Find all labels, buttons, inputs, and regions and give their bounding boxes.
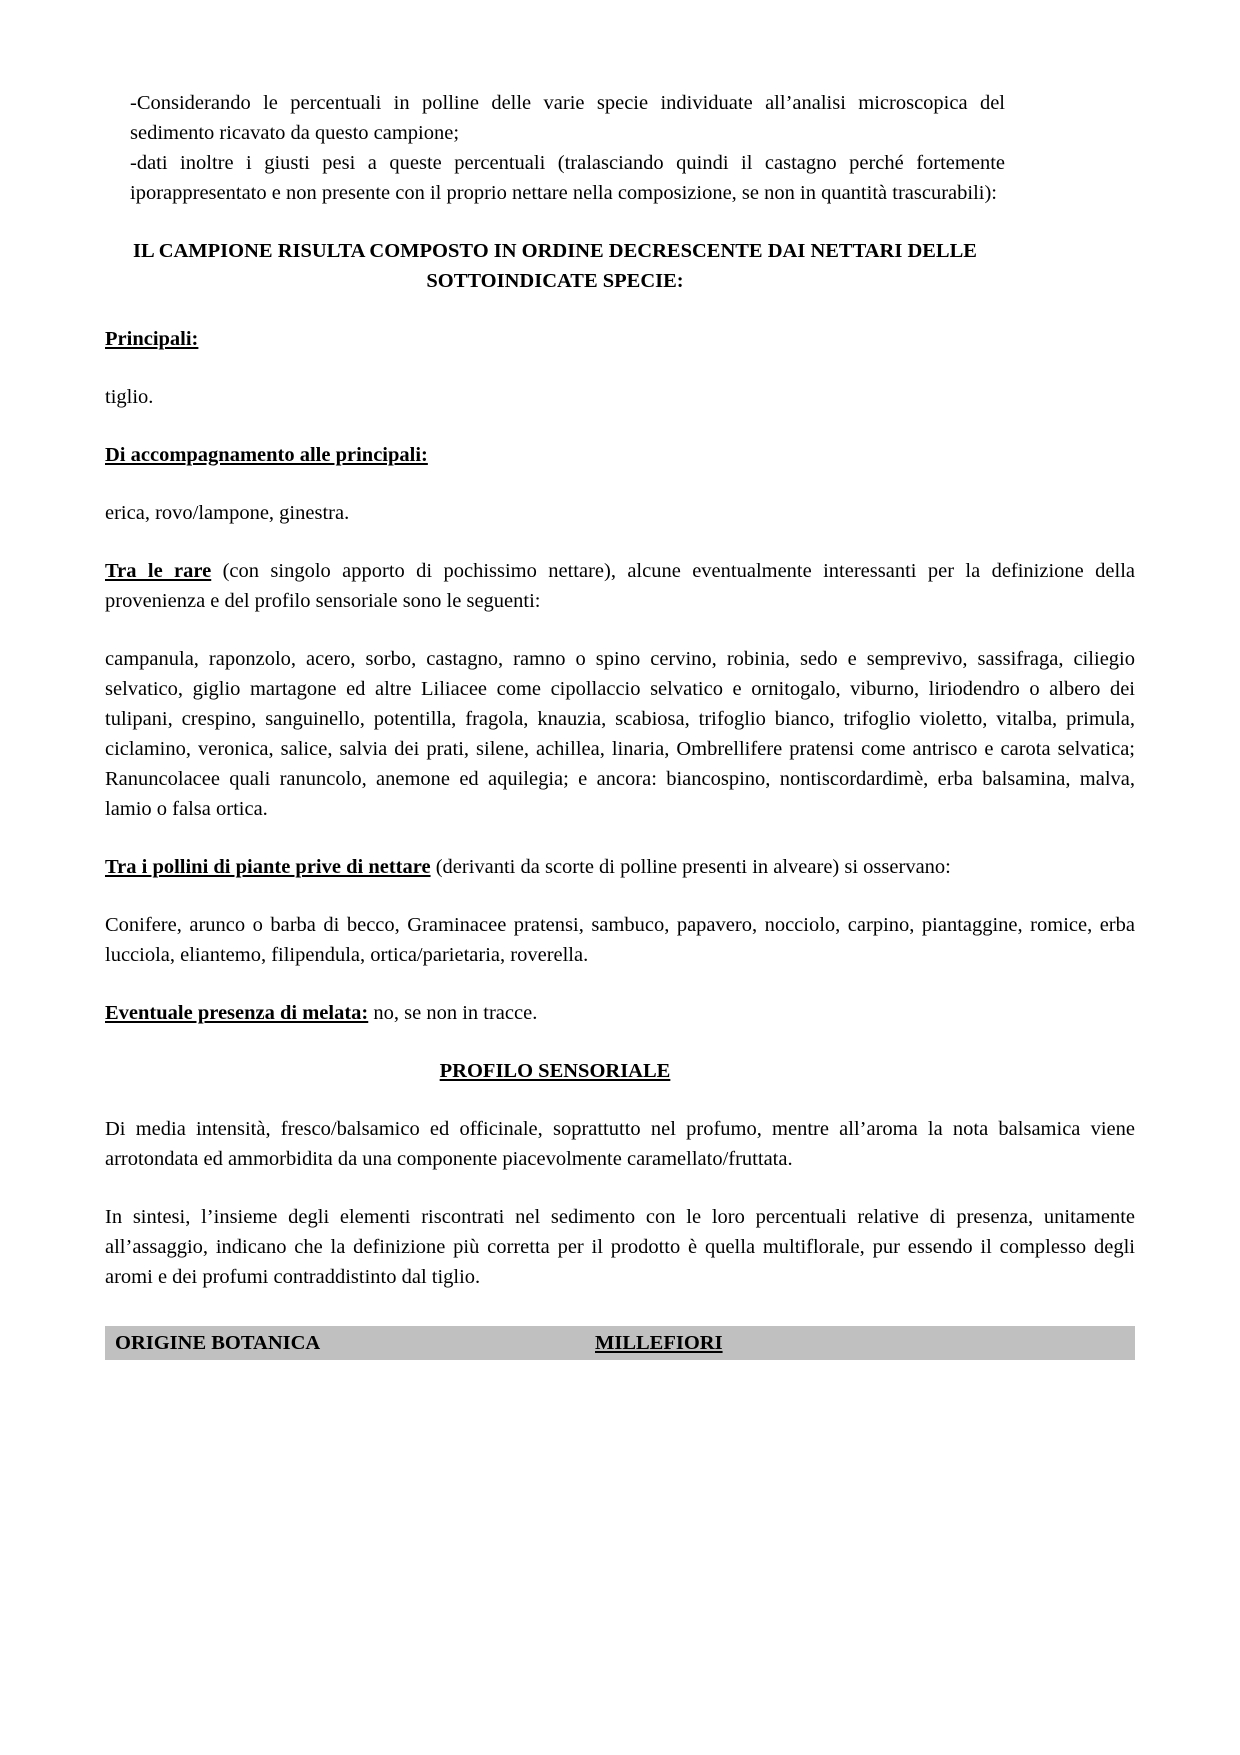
pollini-label: Tra i pollini di piante prive di nettare	[105, 856, 431, 878]
accompagnamento-label: Di accompagnamento alle principali:	[105, 444, 428, 466]
pollini-lead-rest: (derivanti da scorte di polline presenti in alveare) si osservano:	[430, 856, 951, 878]
rare-lead-paragraph	[105, 556, 1135, 616]
origine-botanica-row	[105, 1326, 1135, 1360]
melata-rest: no, se non in tracce.	[368, 1002, 538, 1024]
principali-label: Principali:	[105, 328, 199, 350]
principali-body: tiglio.	[105, 386, 154, 408]
pollini-lead-paragraph	[105, 852, 1135, 882]
intro-paragraph-1: -Considerando le percentuali in polline delle varie specie individuate all’analisi microscopica del sedimento ricavato da questo campione;	[130, 92, 1005, 144]
origine-botanica-label: ORIGINE BOTANICA	[115, 1332, 321, 1354]
melata-label: Eventuale presenza di melata:	[105, 1002, 369, 1024]
section-label-principali	[105, 324, 1135, 354]
rare-label: Tra le rare	[105, 560, 212, 582]
section-label-accompagnamento	[105, 440, 1135, 470]
melata-line	[105, 998, 1135, 1028]
profilo-paragraph-2: In sintesi, l’insieme degli elementi riscontrati nel sedimento con le loro percentuali relative di presenza, unitamente all’assaggio, indicano che la definizione più corretta per il prodotto è quella multiflorale, pur essendo il complesso degli aromi e dei profumi contraddistinto dal tiglio.	[105, 1206, 1135, 1288]
profilo-paragraph-1: Di media intensità, fresco/balsamico ed officinale, soprattutto nel profumo, mentre all’aroma la nota balsamica viene arrotondata ed ammorbidita da una componente piacevolmente caramellato/fruttata.	[105, 1118, 1135, 1170]
pollini-body: Conifere, arunco o barba di becco, Graminacee pratensi, sambuco, papavero, nocciolo, carpino, piantaggine, romice, erba lucciola, eliantemo, filipendula, ortica/parietaria, roverella.	[105, 914, 1135, 966]
main-heading: IL CAMPIONE RISULTA COMPOSTO IN ORDINE DECRESCENTE DAI NETTARI DELLE SOTTOINDICATE SPECIE:	[133, 240, 977, 292]
profilo-sensoriale-heading: PROFILO SENSORIALE	[439, 1060, 671, 1082]
rare-body: campanula, raponzolo, acero, sorbo, castagno, ramno o spino cervino, robinia, sedo e semprevivo, sassifraga, ciliegio selvatico, giglio martagone ed altre Liliacee come cipollaccio selvatico e ornitogalo, viburno, liriodendro o albero dei tulipani, crespino, sanguinello, potentilla, fragola, knauzia, scabiosa, trifoglio bianco, trifoglio violetto, vitalba, primula, ciclamino, veronica, salice, salvia dei prati, silene, achillea, linaria, Ombrellifere pratensi come antrisco e carota selvatica; Ranuncolacee quali ranuncolo, anemone ed aquilegia; e ancora: biancospino, nontiscordardimè, erba balsamina, malva, lamio o falsa ortica.	[105, 648, 1135, 820]
intro-block	[130, 88, 1005, 208]
accompagnamento-body: erica, rovo/lampone, ginestra.	[105, 502, 350, 524]
rare-lead-rest: (con singolo apporto di pochissimo nettare), alcune eventualmente interessanti per la definizione della provenienza e del profilo sensoriale sono le seguenti:	[105, 560, 1135, 612]
intro-paragraph-2: -dati inoltre i giusti pesi a queste percentuali (tralasciando quindi il castagno perché fortemente iporappresentato e non presente con il proprio nettare nella composizione, se non in quantità trascurabili):	[130, 152, 1005, 204]
millefiori-value: MILLEFIORI	[595, 1332, 723, 1354]
